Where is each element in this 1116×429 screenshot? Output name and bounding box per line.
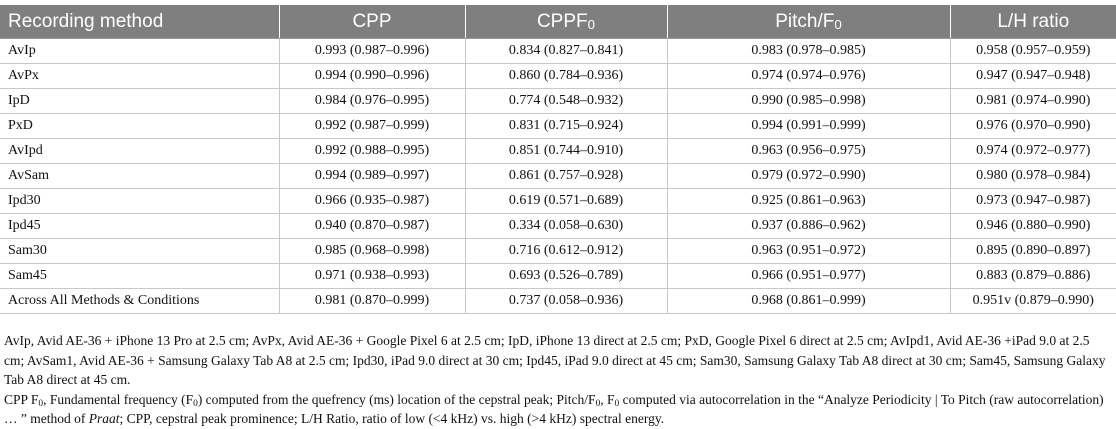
cell-lh-ratio: 0.958 (0.957–0.959) (950, 39, 1116, 64)
header-cppf0 (465, 5, 667, 39)
table-row (0, 164, 1116, 189)
cell-cppf0: 0.619 (0.571–0.689) (465, 189, 667, 214)
cell-cpp: 0.984 (0.976–0.995) (279, 89, 465, 114)
cell-cppf0: 0.774 (0.548–0.932) (465, 89, 667, 114)
table-row (0, 264, 1116, 289)
cell-cppf0: 0.860 (0.784–0.936) (465, 64, 667, 89)
header-cpp: CPP (279, 5, 465, 39)
table-row (0, 189, 1116, 214)
cell-method: PxD (0, 114, 279, 139)
header-pitch-text: Pitch/F (775, 10, 835, 32)
table-body (0, 39, 1116, 314)
header-pitch-f0 (667, 5, 950, 39)
cell-cpp: 0.940 (0.870–0.987) (279, 214, 465, 239)
cell-pitch-f0: 0.963 (0.956–0.975) (667, 139, 950, 164)
cell-method: AvIpd (0, 139, 279, 164)
table-row (0, 89, 1116, 114)
footnote-definitions (4, 390, 1112, 429)
cell-method: Ipd30 (0, 189, 279, 214)
cell-method: AvIp (0, 39, 279, 64)
cell-method: AvSam (0, 164, 279, 189)
cell-cppf0: 0.334 (0.058–0.630) (465, 214, 667, 239)
header-lh-ratio: L/H ratio (950, 5, 1116, 39)
table-row (0, 64, 1116, 89)
cell-cppf0: 0.737 (0.058–0.936) (465, 289, 667, 314)
cell-cppf0: 0.861 (0.757–0.928) (465, 164, 667, 189)
cell-pitch-f0: 0.983 (0.978–0.985) (667, 39, 950, 64)
cell-lh-ratio: 0.973 (0.947–0.987) (950, 189, 1116, 214)
cell-cppf0: 0.716 (0.612–0.912) (465, 239, 667, 264)
footnote-sub: 0 (595, 398, 601, 409)
footnote-text: computed via autocorrelation in the “Analyze Periodicity | To Pitch (raw autocorrelation) … ” method of (4, 391, 1104, 426)
cell-pitch-f0: 0.990 (0.985–0.998) (667, 89, 950, 114)
cell-cpp: 0.993 (0.987–0.996) (279, 39, 465, 64)
footnote-abbreviations: AvIp, Avid AE-36 + iPhone 13 Pro at 2.5 cm; AvPx, Avid AE-36 + Google Pixel 6 at 2.5 cm; IpD, iPhone 13 direct at 2.5 cm; PxD, Google Pixel 6 direct at 2.5 cm; AvIpd1, Avid AE-36 +iPad 9.0 at 2.5 cm; AvSam1, Avid AE-36 + Samsung Galaxy Tab A8 at 2.5 cm; Ipd30, iPad 9.0 direct at 30 cm; Ipd45, iPad 9.0 direct at 45 cm; Sam30, Samsung Galaxy Tab A8 direct at 30 cm; Sam45, Samsung Galaxy Tab A8 direct at 45 cm. (4, 333, 1106, 387)
table-row (0, 114, 1116, 139)
cell-cpp: 0.985 (0.968–0.998) (279, 239, 465, 264)
cell-pitch-f0: 0.925 (0.861–0.963) (667, 189, 950, 214)
cell-cpp: 0.994 (0.990–0.996) (279, 64, 465, 89)
cell-method: Across All Methods & Conditions (0, 289, 279, 314)
cell-pitch-f0: 0.974 (0.974–0.976) (667, 64, 950, 89)
footnote-text: , Fundamental frequency (F (43, 391, 194, 407)
cell-cppf0: 0.834 (0.827–0.841) (465, 39, 667, 64)
footnote-sub: 0 (193, 398, 198, 409)
cell-cpp: 0.992 (0.987–0.999) (279, 114, 465, 139)
cell-cpp: 0.971 (0.938–0.993) (279, 264, 465, 289)
footnote-text: ; CPP, cepstral peak prominence; L/H Ratio, ratio of low (<4 kHz) vs. high (>4 kHz) spectral energy. (119, 411, 665, 426)
cell-lh-ratio: 0.980 (0.978–0.984) (950, 164, 1116, 189)
cell-cpp: 0.966 (0.935–0.987) (279, 189, 465, 214)
cell-pitch-f0: 0.979 (0.972–0.990) (667, 164, 950, 189)
header-cppf-text: CPPF (536, 10, 588, 32)
footnote-text: , F (600, 391, 615, 407)
table-row (0, 214, 1116, 239)
cell-lh-ratio: 0.883 (0.879–0.886) (950, 264, 1116, 289)
cell-method: Ipd45 (0, 214, 279, 239)
cell-pitch-f0: 0.963 (0.951–0.972) (667, 239, 950, 264)
cell-lh-ratio: 0.946 (0.880–0.990) (950, 214, 1116, 239)
cell-method: AvPx (0, 64, 279, 89)
table-row (0, 289, 1116, 314)
footnote-text: CPP F (4, 391, 39, 407)
cell-lh-ratio: 0.976 (0.970–0.990) (950, 114, 1116, 139)
footnote-sub: 0 (614, 398, 620, 409)
cell-cpp: 0.992 (0.988–0.995) (279, 139, 465, 164)
cell-cppf0: 0.693 (0.526–0.789) (465, 264, 667, 289)
header-recording-method: Recording method (0, 5, 279, 39)
results-table (0, 5, 1116, 314)
table-row (0, 239, 1116, 264)
cell-lh-ratio: 0.981 (0.974–0.990) (950, 89, 1116, 114)
cell-pitch-f0: 0.994 (0.991–0.999) (667, 114, 950, 139)
cell-lh-ratio: 0.951v (0.879–0.990) (950, 289, 1116, 314)
cell-cppf0: 0.851 (0.744–0.910) (465, 139, 667, 164)
cell-lh-ratio: 0.974 (0.972–0.977) (950, 139, 1116, 164)
header-row (0, 5, 1116, 39)
table-row (0, 39, 1116, 64)
cell-pitch-f0: 0.968 (0.861–0.999) (667, 289, 950, 314)
cell-lh-ratio: 0.947 (0.947–0.948) (950, 64, 1116, 89)
table-footnotes (4, 331, 1112, 429)
cell-cpp: 0.994 (0.989–0.997) (279, 164, 465, 189)
header-cppf-sub: 0 (587, 16, 596, 32)
footnote-text: ) computed from the quefrency (ms) location of the cepstral peak; Pitch/F (197, 391, 596, 407)
cell-method: IpD (0, 89, 279, 114)
cell-method: Sam30 (0, 239, 279, 264)
footnote-sub: 0 (38, 398, 44, 409)
cell-lh-ratio: 0.895 (0.890–0.897) (950, 239, 1116, 264)
cell-method: Sam45 (0, 264, 279, 289)
footnote-praat: Praat (88, 411, 120, 426)
table-row (0, 139, 1116, 164)
cell-pitch-f0: 0.937 (0.886–0.962) (667, 214, 950, 239)
cell-pitch-f0: 0.966 (0.951–0.977) (667, 264, 950, 289)
header-pitch-sub: 0 (834, 16, 842, 32)
cell-cpp: 0.981 (0.870–0.999) (279, 289, 465, 314)
cell-cppf0: 0.831 (0.715–0.924) (465, 114, 667, 139)
